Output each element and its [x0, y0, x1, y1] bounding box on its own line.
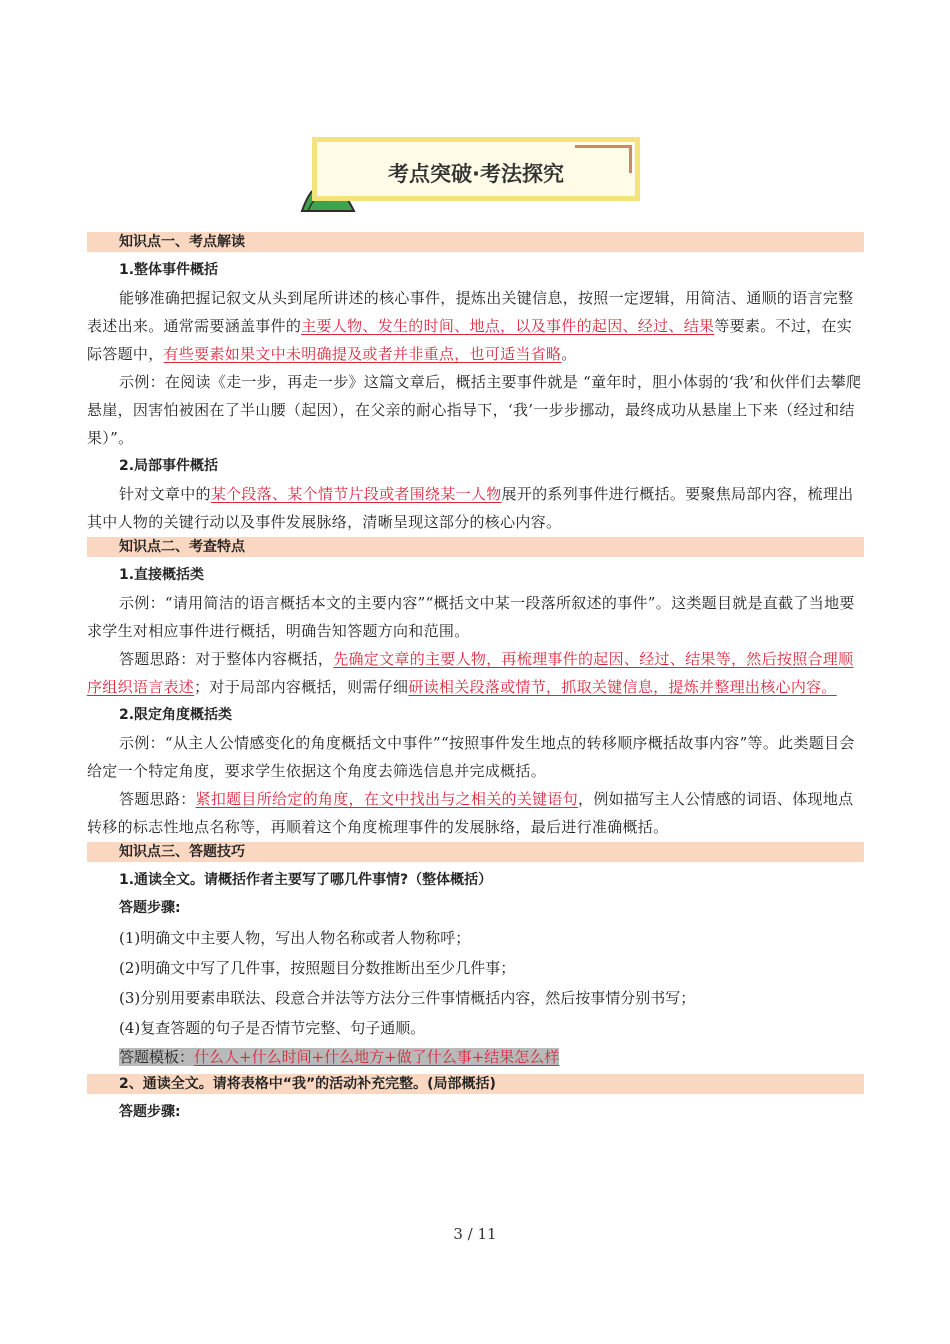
list-item: (2)明确文中写了几件事，按照题目分数推断出至少几件事；: [119, 959, 516, 977]
paragraph: 针对文章中的某个段落、某个情节片段或者围绕某一人物展开的系列事件进行概括。要聚焦局部内容，梳理出其中人物的关键行动以及事件发展脉络，清晰呈现这部分的核心内容。: [87, 485, 854, 531]
template-label: 答题模板：: [119, 1048, 195, 1066]
section-heading-2: 知识点二、考查特点: [87, 537, 864, 557]
list-item: (4)复查答题的句子是否情节完整、句子通顺。: [119, 1019, 426, 1037]
subheading-direct-summary: 1.直接概括类: [119, 567, 205, 583]
subheading-local-event: 2.局部事件概括: [119, 458, 219, 474]
list-item: (1)明确文中主要人物，写出人物名称或者人物称呼；: [119, 929, 471, 947]
subheading-angle-summary: 2.限定角度概括类: [119, 707, 233, 723]
main-content: [87, 231, 864, 1126]
approach-paragraph: 答题思路：对于整体内容概括，先确定文章的主要人物，再梳理事件的起因、经过、结果等，然后按照合理顺序组织语言表述；对于局部内容概括，则需仔细研读相关段落或情节，抓取关键信息，提炼并整理出核心内容。: [87, 650, 854, 696]
template-value: 什么人+什么时间+什么地方+做了什么事+结果怎么样: [194, 1048, 560, 1066]
subheading-whole-event: 1.整体事件概括: [119, 262, 219, 278]
subheading-whole-read: 1.通读全文。请概括作者主要写了哪几件事情?（整体概括）: [119, 872, 493, 888]
highlight-text: 有些要素如果文中未明确提及或者并非重点，也可适当省略: [163, 345, 562, 363]
example-paragraph: 示例：“从主人公情感变化的角度概括文中事件”“按照事件发生地点的转移顺序概括故事内容”等。此类题目会给定一个特定角度，要求学生依据这个角度去筛选信息并完成概括。: [87, 734, 855, 780]
steps-label: 答题步骤:: [119, 1104, 181, 1120]
section-heading-1: 知识点一、考点解读: [87, 232, 864, 252]
example-paragraph: 示例：在阅读《走一步，再走一步》这篇文章后，概括主要事件就是 “童年时，胆小体弱的‘我’和伙伴们去攀爬悬崖，因害怕被困在了半山腰（起因），在父亲的耐心指导下，‘我’一步步挪动，最终成功从悬崖上下来（经过和结果）”。: [87, 373, 862, 447]
approach-paragraph: 答题思路：紧扣题目所给定的角度，在文中找出与之相关的关键语句，例如描写主人公情感的词语、体现地点转移的标志性地点名称等，再顺着这个角度梳理事件的发展脉络，最后进行准确概括。: [87, 790, 854, 836]
highlight-text: 主要人物、发生的时间、地点，以及事件的起因、经过、结果: [301, 317, 715, 335]
section-heading-local: 2、通读全文。请将表格中“我”的活动补充完整。(局部概括): [87, 1074, 864, 1094]
banner-decor-bar: [575, 145, 631, 148]
list-item: (3)分别用要素串联法、段意合并法等方法分三件事情概括内容，然后按事情分别书写；: [119, 989, 696, 1007]
highlight-text: 紧扣题目所给定的角度，在文中找出与之相关的关键语句: [195, 790, 579, 808]
banner-title: 考点突破·考法探究: [388, 162, 564, 186]
example-paragraph: 示例：“请用简洁的语言概括本文的主要内容”“概括文中某一段落所叙述的事件”。这类题目就是直截了当地要求学生对相应事件进行概括，明确告知答题方向和范围。: [87, 594, 855, 640]
highlight-text: 先确定文章的主要人物，再梳理事件的起因、经过、结果等，然后按照合理顺序组织语言表述: [87, 650, 854, 696]
answer-template: [87, 1044, 864, 1070]
section-banner: [300, 135, 650, 215]
steps-label: 答题步骤:: [119, 900, 181, 916]
page-number: 3 / 11: [453, 1225, 497, 1243]
paragraph: 能够准确把握记叙文从头到尾所讲述的核心事件，提炼出关键信息，按照一定逻辑，用简洁、通顺的语言完整表述出来。通常需要涵盖事件的主要人物、发生的时间、地点，以及事件的起因、经过、结果等要素。不过，在实际答题中，有些要素如果文中未明确提及或者并非重点，也可适当省略。: [87, 289, 854, 363]
highlight-text: 某个段落、某个情节片段或者围绕某一人物: [210, 485, 502, 503]
highlight-text: 研读相关段落或情节，抓取关键信息，提炼并整理出核心内容。: [408, 678, 837, 696]
banner-decor-bar-vertical: [629, 145, 632, 173]
section-heading-3: 知识点三、答题技巧: [87, 842, 864, 862]
